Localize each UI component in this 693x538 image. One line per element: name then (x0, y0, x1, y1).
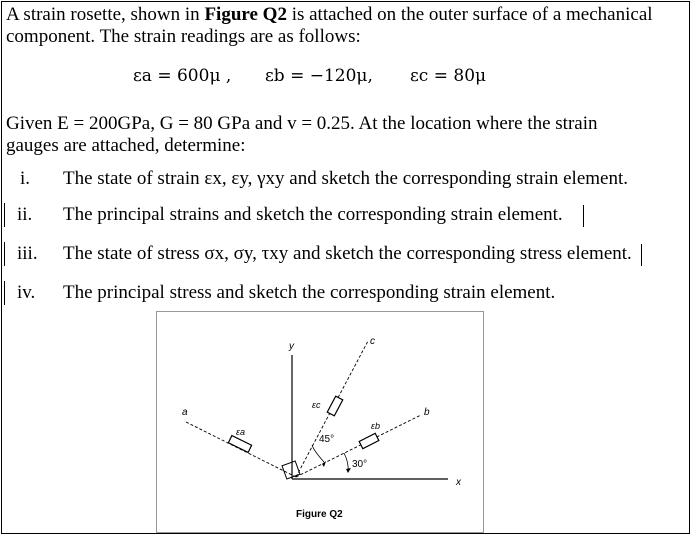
intro-text: A strain rosette, shown in (6, 4, 205, 25)
text-cursor (641, 244, 642, 266)
item-3-text: The state of stress σx, σy, τxy and sketch the corresponding stress element. (63, 243, 632, 264)
line-c-label: c (370, 336, 375, 347)
item-3-number: iii. (17, 243, 38, 264)
strain-b: εb = −120μ, (265, 66, 373, 86)
item-4-text: The principal stress and sketch the corresponding strain element. (63, 282, 556, 303)
gauge-b-label: εb (371, 421, 380, 431)
x-axis-label: x (456, 477, 461, 488)
strain-rosette-diagram (156, 311, 484, 533)
gauge-c (327, 396, 343, 416)
line-b-label: b (424, 407, 430, 418)
change-bar (4, 203, 5, 227)
gauge-c-label: εc (312, 400, 321, 410)
strain-a: εa = 600μ , (133, 66, 232, 86)
item-1-text: The state of strain εx, εy, γxy and sketch the corresponding strain element. (63, 168, 628, 189)
angle-45-label: 45° (319, 434, 335, 445)
y-axis-label: y (289, 341, 294, 352)
item-2-number: ii. (17, 204, 33, 225)
gauge-b (359, 433, 379, 448)
intro-line-2: component. The strain readings are as follows: (6, 26, 361, 47)
gauge-a-label: εa (236, 427, 245, 437)
change-bar (4, 242, 5, 266)
angle-arrow-30 (346, 468, 351, 473)
figure-q2 (156, 311, 484, 533)
angle-arc-30 (344, 453, 348, 471)
given-line-1: Given E = 200GPa, G = 80 GPa and v = 0.25. At the location where the strain (6, 113, 598, 134)
gauge-a (228, 436, 251, 453)
angle-30-label: 30° (352, 459, 368, 470)
intro-text-cont: is attached on the outer surface of a mechanical (286, 4, 653, 25)
item-1-number: i. (20, 168, 31, 189)
figure-reference: Figure Q2 (204, 4, 287, 25)
item-4-number: iv. (17, 282, 36, 303)
figure-caption: Figure Q2 (296, 509, 343, 520)
strain-c: εc = 80μ (410, 66, 487, 86)
given-line-2: gauges are attached, determine: (6, 135, 246, 156)
item-2-text: The principal strains and sketch the corresponding strain element. (63, 204, 563, 225)
figure-border (157, 312, 484, 533)
angle-arc-45 (312, 445, 324, 462)
change-bar (4, 281, 5, 305)
text-cursor (583, 205, 584, 227)
intro-line-1 (6, 4, 653, 26)
line-a-label: a (182, 407, 188, 418)
